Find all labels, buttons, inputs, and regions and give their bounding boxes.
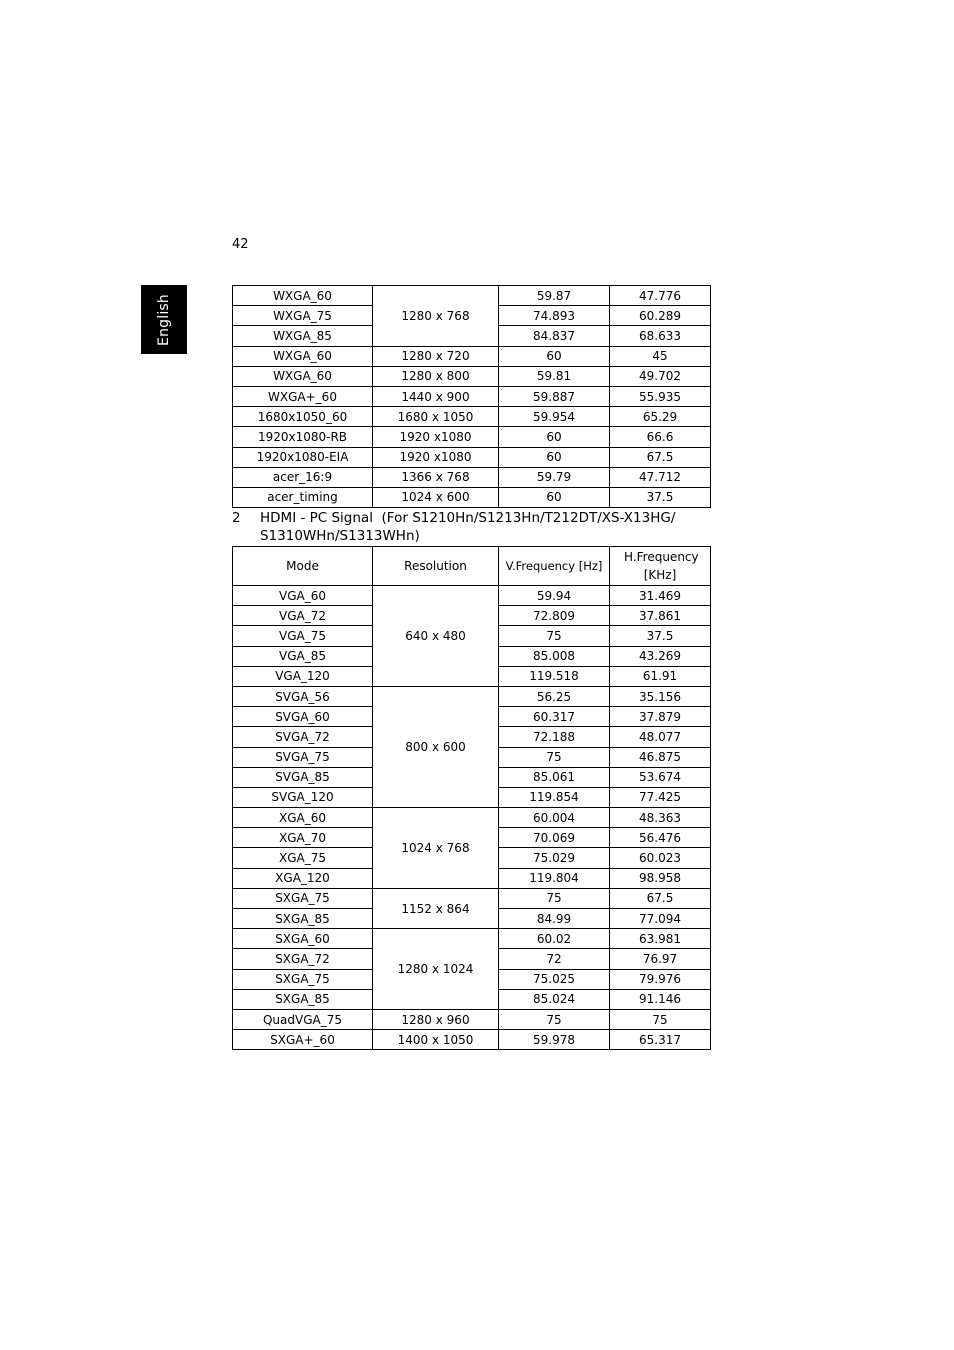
section-number: 2	[232, 510, 241, 526]
section-heading	[232, 509, 710, 545]
mode-cell: SXGA_85	[233, 989, 373, 1009]
table-row	[233, 407, 711, 427]
table-row	[233, 447, 711, 467]
table-row	[233, 346, 711, 366]
v-frequency-cell: 60.317	[499, 707, 610, 727]
table-row	[233, 386, 711, 406]
mode-cell: 1680x1050_60	[233, 407, 373, 427]
v-frequency-cell: 75	[499, 1009, 610, 1029]
v-frequency-cell: 75.025	[499, 969, 610, 989]
h-frequency-cell: 37.879	[610, 707, 711, 727]
mode-cell: WXGA_60	[233, 366, 373, 386]
mode-cell: WXGA_75	[233, 306, 373, 326]
table-row	[233, 286, 711, 306]
mode-cell: XGA_60	[233, 808, 373, 828]
h-frequency-cell: 61.91	[610, 666, 711, 686]
mode-cell: WXGA_60	[233, 346, 373, 366]
mode-cell: 1920x1080-EIA	[233, 447, 373, 467]
table-row	[233, 487, 711, 507]
h-frequency-cell: 37.861	[610, 606, 711, 626]
v-frequency-cell: 74.893	[499, 306, 610, 326]
table-header-row	[233, 547, 711, 586]
h-frequency-cell: 47.776	[610, 286, 711, 306]
v-frequency-cell: 75.029	[499, 848, 610, 868]
mode-cell: WXGA_60	[233, 286, 373, 306]
h-frequency-cell: 67.5	[610, 888, 711, 908]
table-row	[233, 427, 711, 447]
v-frequency-cell: 59.978	[499, 1030, 610, 1050]
v-frequency-cell: 70.069	[499, 828, 610, 848]
h-frequency-cell: 35.156	[610, 686, 711, 706]
table-row	[233, 366, 711, 386]
h-frequency-cell: 37.5	[610, 626, 711, 646]
h-frequency-cell: 45	[610, 346, 711, 366]
v-frequency-cell: 75	[499, 626, 610, 646]
v-frequency-cell: 56.25	[499, 686, 610, 706]
mode-cell: XGA_75	[233, 848, 373, 868]
h-frequency-cell: 77.425	[610, 787, 711, 807]
h-frequency-cell: 98.958	[610, 868, 711, 888]
table-row	[233, 586, 711, 606]
v-frequency-cell: 59.81	[499, 366, 610, 386]
v-frequency-cell: 85.008	[499, 646, 610, 666]
h-frequency-cell: 43.269	[610, 646, 711, 666]
table-row	[233, 686, 711, 706]
v-frequency-cell: 85.061	[499, 767, 610, 787]
v-frequency-cell: 60	[499, 346, 610, 366]
resolution-cell: 1280 x 1024	[373, 929, 499, 1010]
h-frequency-cell: 66.6	[610, 427, 711, 447]
table-row	[233, 888, 711, 908]
h-frequency-cell: 53.674	[610, 767, 711, 787]
header-h-frequency: H.Frequency [KHz]	[610, 547, 711, 586]
v-frequency-cell: 84.837	[499, 326, 610, 346]
h-frequency-cell: 48.363	[610, 808, 711, 828]
mode-cell: VGA_85	[233, 646, 373, 666]
v-frequency-cell: 119.804	[499, 868, 610, 888]
table-row	[233, 1030, 711, 1050]
v-frequency-cell: 119.854	[499, 787, 610, 807]
mode-cell: XGA_120	[233, 868, 373, 888]
h-frequency-cell: 46.875	[610, 747, 711, 767]
language-tab-label: English	[156, 293, 173, 346]
mode-cell: VGA_72	[233, 606, 373, 626]
mode-cell: VGA_60	[233, 586, 373, 606]
resolution-cell: 1280 x 960	[373, 1009, 499, 1029]
mode-cell: SXGA_60	[233, 929, 373, 949]
h-frequency-cell: 55.935	[610, 386, 711, 406]
resolution-cell: 1024 x 600	[373, 487, 499, 507]
v-frequency-cell: 59.87	[499, 286, 610, 306]
mode-cell: SXGA_75	[233, 888, 373, 908]
mode-cell: VGA_120	[233, 666, 373, 686]
h-frequency-cell: 67.5	[610, 447, 711, 467]
table-row	[233, 467, 711, 487]
resolution-cell: 1024 x 768	[373, 808, 499, 889]
header-v-frequency: V.Frequency [Hz]	[499, 547, 610, 586]
resolution-cell: 1152 x 864	[373, 888, 499, 928]
resolution-cell: 800 x 600	[373, 686, 499, 807]
resolution-cell: 1280 x 768	[373, 286, 499, 347]
table-row	[233, 929, 711, 949]
resolution-cell: 1280 x 800	[373, 366, 499, 386]
mode-cell: SVGA_75	[233, 747, 373, 767]
mode-cell: SVGA_85	[233, 767, 373, 787]
resolution-cell: 1400 x 1050	[373, 1030, 499, 1050]
mode-cell: acer_timing	[233, 487, 373, 507]
mode-cell: SVGA_120	[233, 787, 373, 807]
mode-cell: WXGA_85	[233, 326, 373, 346]
v-frequency-cell: 60	[499, 487, 610, 507]
h-frequency-cell: 65.29	[610, 407, 711, 427]
h-frequency-cell: 37.5	[610, 487, 711, 507]
v-frequency-cell: 59.79	[499, 467, 610, 487]
mode-cell: XGA_70	[233, 828, 373, 848]
h-frequency-cell: 68.633	[610, 326, 711, 346]
v-frequency-cell: 60.02	[499, 929, 610, 949]
language-tab	[141, 285, 187, 354]
h-frequency-cell: 91.146	[610, 989, 711, 1009]
h-frequency-cell: 60.023	[610, 848, 711, 868]
h-frequency-cell: 48.077	[610, 727, 711, 747]
timing-table-continued	[232, 285, 711, 508]
mode-cell: SVGA_72	[233, 727, 373, 747]
mode-cell: SVGA_60	[233, 707, 373, 727]
h-frequency-cell: 47.712	[610, 467, 711, 487]
table-row	[233, 808, 711, 828]
header-resolution: Resolution	[373, 547, 499, 586]
hdmi-pc-signal-table	[232, 546, 711, 1050]
h-frequency-cell: 63.981	[610, 929, 711, 949]
v-frequency-cell: 84.99	[499, 909, 610, 929]
table-row	[233, 1009, 711, 1029]
h-frequency-cell: 75	[610, 1009, 711, 1029]
resolution-cell: 640 x 480	[373, 586, 499, 687]
h-frequency-cell: 49.702	[610, 366, 711, 386]
mode-cell: QuadVGA_75	[233, 1009, 373, 1029]
v-frequency-cell: 85.024	[499, 989, 610, 1009]
v-frequency-cell: 75	[499, 888, 610, 908]
h-frequency-cell: 76.97	[610, 949, 711, 969]
resolution-cell: 1280 x 720	[373, 346, 499, 366]
h-frequency-cell: 60.289	[610, 306, 711, 326]
mode-cell: 1920x1080-RB	[233, 427, 373, 447]
v-frequency-cell: 119.518	[499, 666, 610, 686]
section-title-line-2: S1310WHn/S1313WHn)	[260, 528, 420, 544]
header-mode: Mode	[233, 547, 373, 586]
mode-cell: SXGA_85	[233, 909, 373, 929]
v-frequency-cell: 72.809	[499, 606, 610, 626]
resolution-cell: 1440 x 900	[373, 386, 499, 406]
h-frequency-cell: 56.476	[610, 828, 711, 848]
resolution-cell: 1920 x1080	[373, 427, 499, 447]
v-frequency-cell: 59.887	[499, 386, 610, 406]
page-number: 42	[232, 237, 249, 252]
v-frequency-cell: 60.004	[499, 808, 610, 828]
resolution-cell: 1366 x 768	[373, 467, 499, 487]
h-frequency-cell: 31.469	[610, 586, 711, 606]
mode-cell: SXGA_75	[233, 969, 373, 989]
v-frequency-cell: 75	[499, 747, 610, 767]
resolution-cell: 1680 x 1050	[373, 407, 499, 427]
mode-cell: acer_16:9	[233, 467, 373, 487]
mode-cell: SXGA_72	[233, 949, 373, 969]
v-frequency-cell: 60	[499, 447, 610, 467]
mode-cell: VGA_75	[233, 626, 373, 646]
v-frequency-cell: 72	[499, 949, 610, 969]
h-frequency-cell: 65.317	[610, 1030, 711, 1050]
resolution-cell: 1920 x1080	[373, 447, 499, 467]
mode-cell: SVGA_56	[233, 686, 373, 706]
v-frequency-cell: 72.188	[499, 727, 610, 747]
h-frequency-cell: 77.094	[610, 909, 711, 929]
mode-cell: WXGA+_60	[233, 386, 373, 406]
v-frequency-cell: 59.94	[499, 586, 610, 606]
v-frequency-cell: 59.954	[499, 407, 610, 427]
mode-cell: SXGA+_60	[233, 1030, 373, 1050]
h-frequency-cell: 79.976	[610, 969, 711, 989]
v-frequency-cell: 60	[499, 427, 610, 447]
section-title-line-1: HDMI - PC Signal (For S1210Hn/S1213Hn/T212DT/XS-X13HG/	[260, 510, 676, 526]
